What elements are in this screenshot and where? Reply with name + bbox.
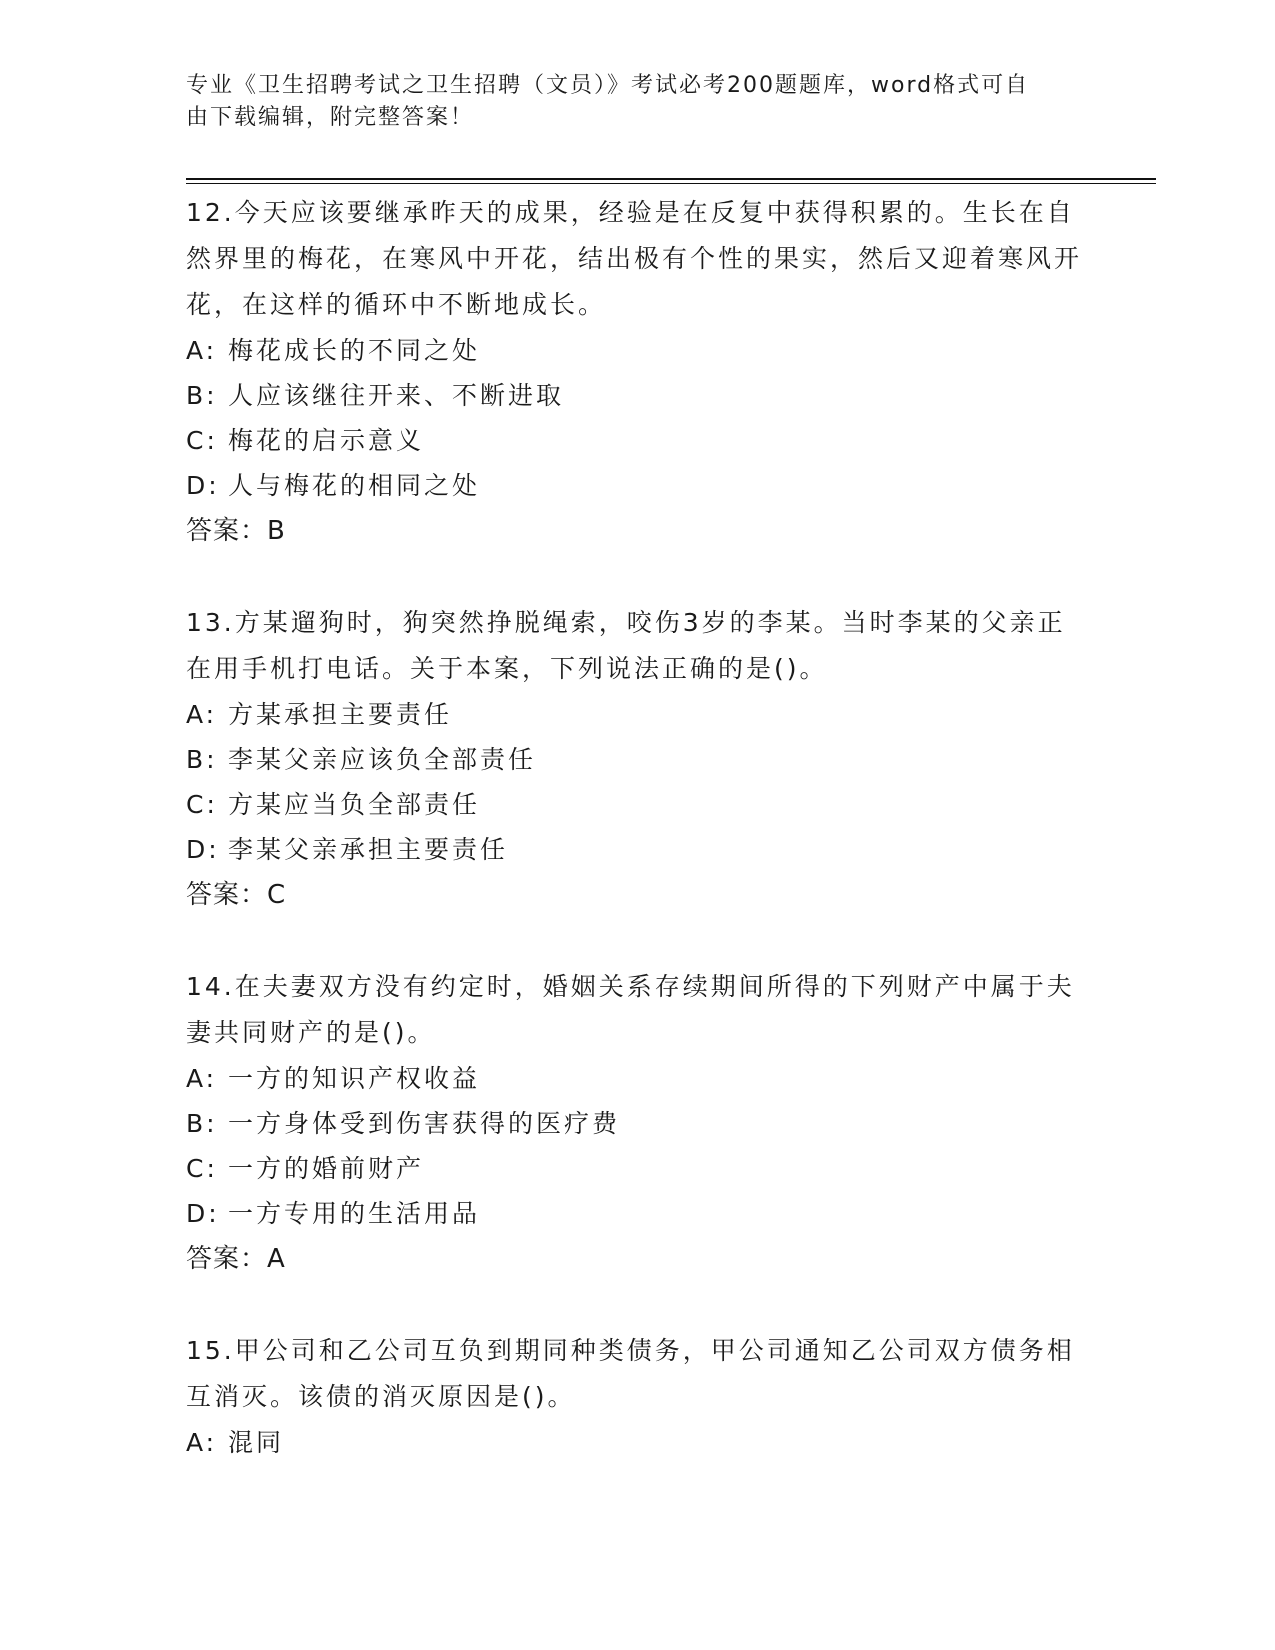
option-key: A: <box>186 336 218 365</box>
option-a <box>186 692 1086 737</box>
header-line-1: 专业《卫生招聘考试之卫生招聘（文员）》考试必考200题题库，word格式可自 <box>186 73 1030 98</box>
question-13 <box>186 600 1086 918</box>
option-c <box>186 418 1086 463</box>
question-text: 12.今天应该要继承昨天的成果，经验是在反复中获得积累的。生长在自然界里的梅花，在寒风中开花，结出极有个性的果实，然后又迎着寒风开花，在这样的循环中不断地成长。 <box>186 198 1083 319</box>
option-key: D: <box>186 471 220 500</box>
option-key: B: <box>186 381 218 410</box>
option-text: 梅花成长的不同之处 <box>228 336 481 365</box>
option-key: A: <box>186 700 218 729</box>
option-key: C: <box>186 790 218 819</box>
option-c <box>186 1146 1086 1191</box>
option-c <box>186 782 1086 827</box>
question-text: 15.甲公司和乙公司互负到期同种类债务，甲公司通知乙公司双方债务相互消灭。该债的消灭原因是()。 <box>186 1336 1075 1411</box>
document-header <box>186 70 1076 134</box>
option-text: 一方专用的生活用品 <box>228 1199 481 1228</box>
question-list <box>186 190 1086 1511</box>
question-14 <box>186 964 1086 1282</box>
option-text: 方某承担主要责任 <box>228 700 453 729</box>
option-text: 一方身体受到伤害获得的医疗费 <box>228 1109 621 1138</box>
option-a <box>186 328 1086 373</box>
option-text: 方某应当负全部责任 <box>228 790 481 819</box>
option-text: 李某父亲应该负全部责任 <box>228 745 537 774</box>
option-d <box>186 463 1086 508</box>
option-text: 李某父亲承担主要责任 <box>228 835 509 864</box>
question-12 <box>186 190 1086 554</box>
option-text: 人与梅花的相同之处 <box>228 471 481 500</box>
header-divider-thin <box>186 183 1156 184</box>
option-key: C: <box>186 1154 218 1183</box>
option-b <box>186 373 1086 418</box>
option-text: 一方的知识产权收益 <box>228 1064 481 1093</box>
option-b <box>186 737 1086 782</box>
answer-line: 答案：B <box>186 516 286 546</box>
answer-line: 答案：A <box>186 1244 286 1274</box>
option-key: A: <box>186 1064 218 1093</box>
option-key: B: <box>186 745 218 774</box>
answer-line: 答案：C <box>186 880 287 910</box>
option-text: 人应该继往开来、不断进取 <box>228 381 565 410</box>
option-key: A: <box>186 1428 218 1457</box>
option-key: D: <box>186 835 220 864</box>
header-divider-thick <box>186 178 1156 180</box>
option-text: 一方的婚前财产 <box>228 1154 425 1183</box>
option-key: C: <box>186 426 218 455</box>
question-text: 14.在夫妻双方没有约定时，婚姻关系存续期间所得的下列财产中属于夫妻共同财产的是()。 <box>186 972 1075 1047</box>
option-d <box>186 827 1086 872</box>
option-key: B: <box>186 1109 218 1138</box>
header-line-2: 由下载编辑，附完整答案！ <box>186 105 475 130</box>
question-15 <box>186 1328 1086 1465</box>
option-d <box>186 1191 1086 1236</box>
option-a <box>186 1420 1086 1465</box>
option-a <box>186 1056 1086 1101</box>
option-text: 混同 <box>228 1428 285 1457</box>
question-text: 13.方某遛狗时，狗突然挣脱绳索，咬伤3岁的李某。当时李某的父亲正在用手机打电话。关于本案，下列说法正确的是()。 <box>186 608 1066 683</box>
option-key: D: <box>186 1199 220 1228</box>
option-text: 梅花的启示意义 <box>228 426 425 455</box>
option-b <box>186 1101 1086 1146</box>
